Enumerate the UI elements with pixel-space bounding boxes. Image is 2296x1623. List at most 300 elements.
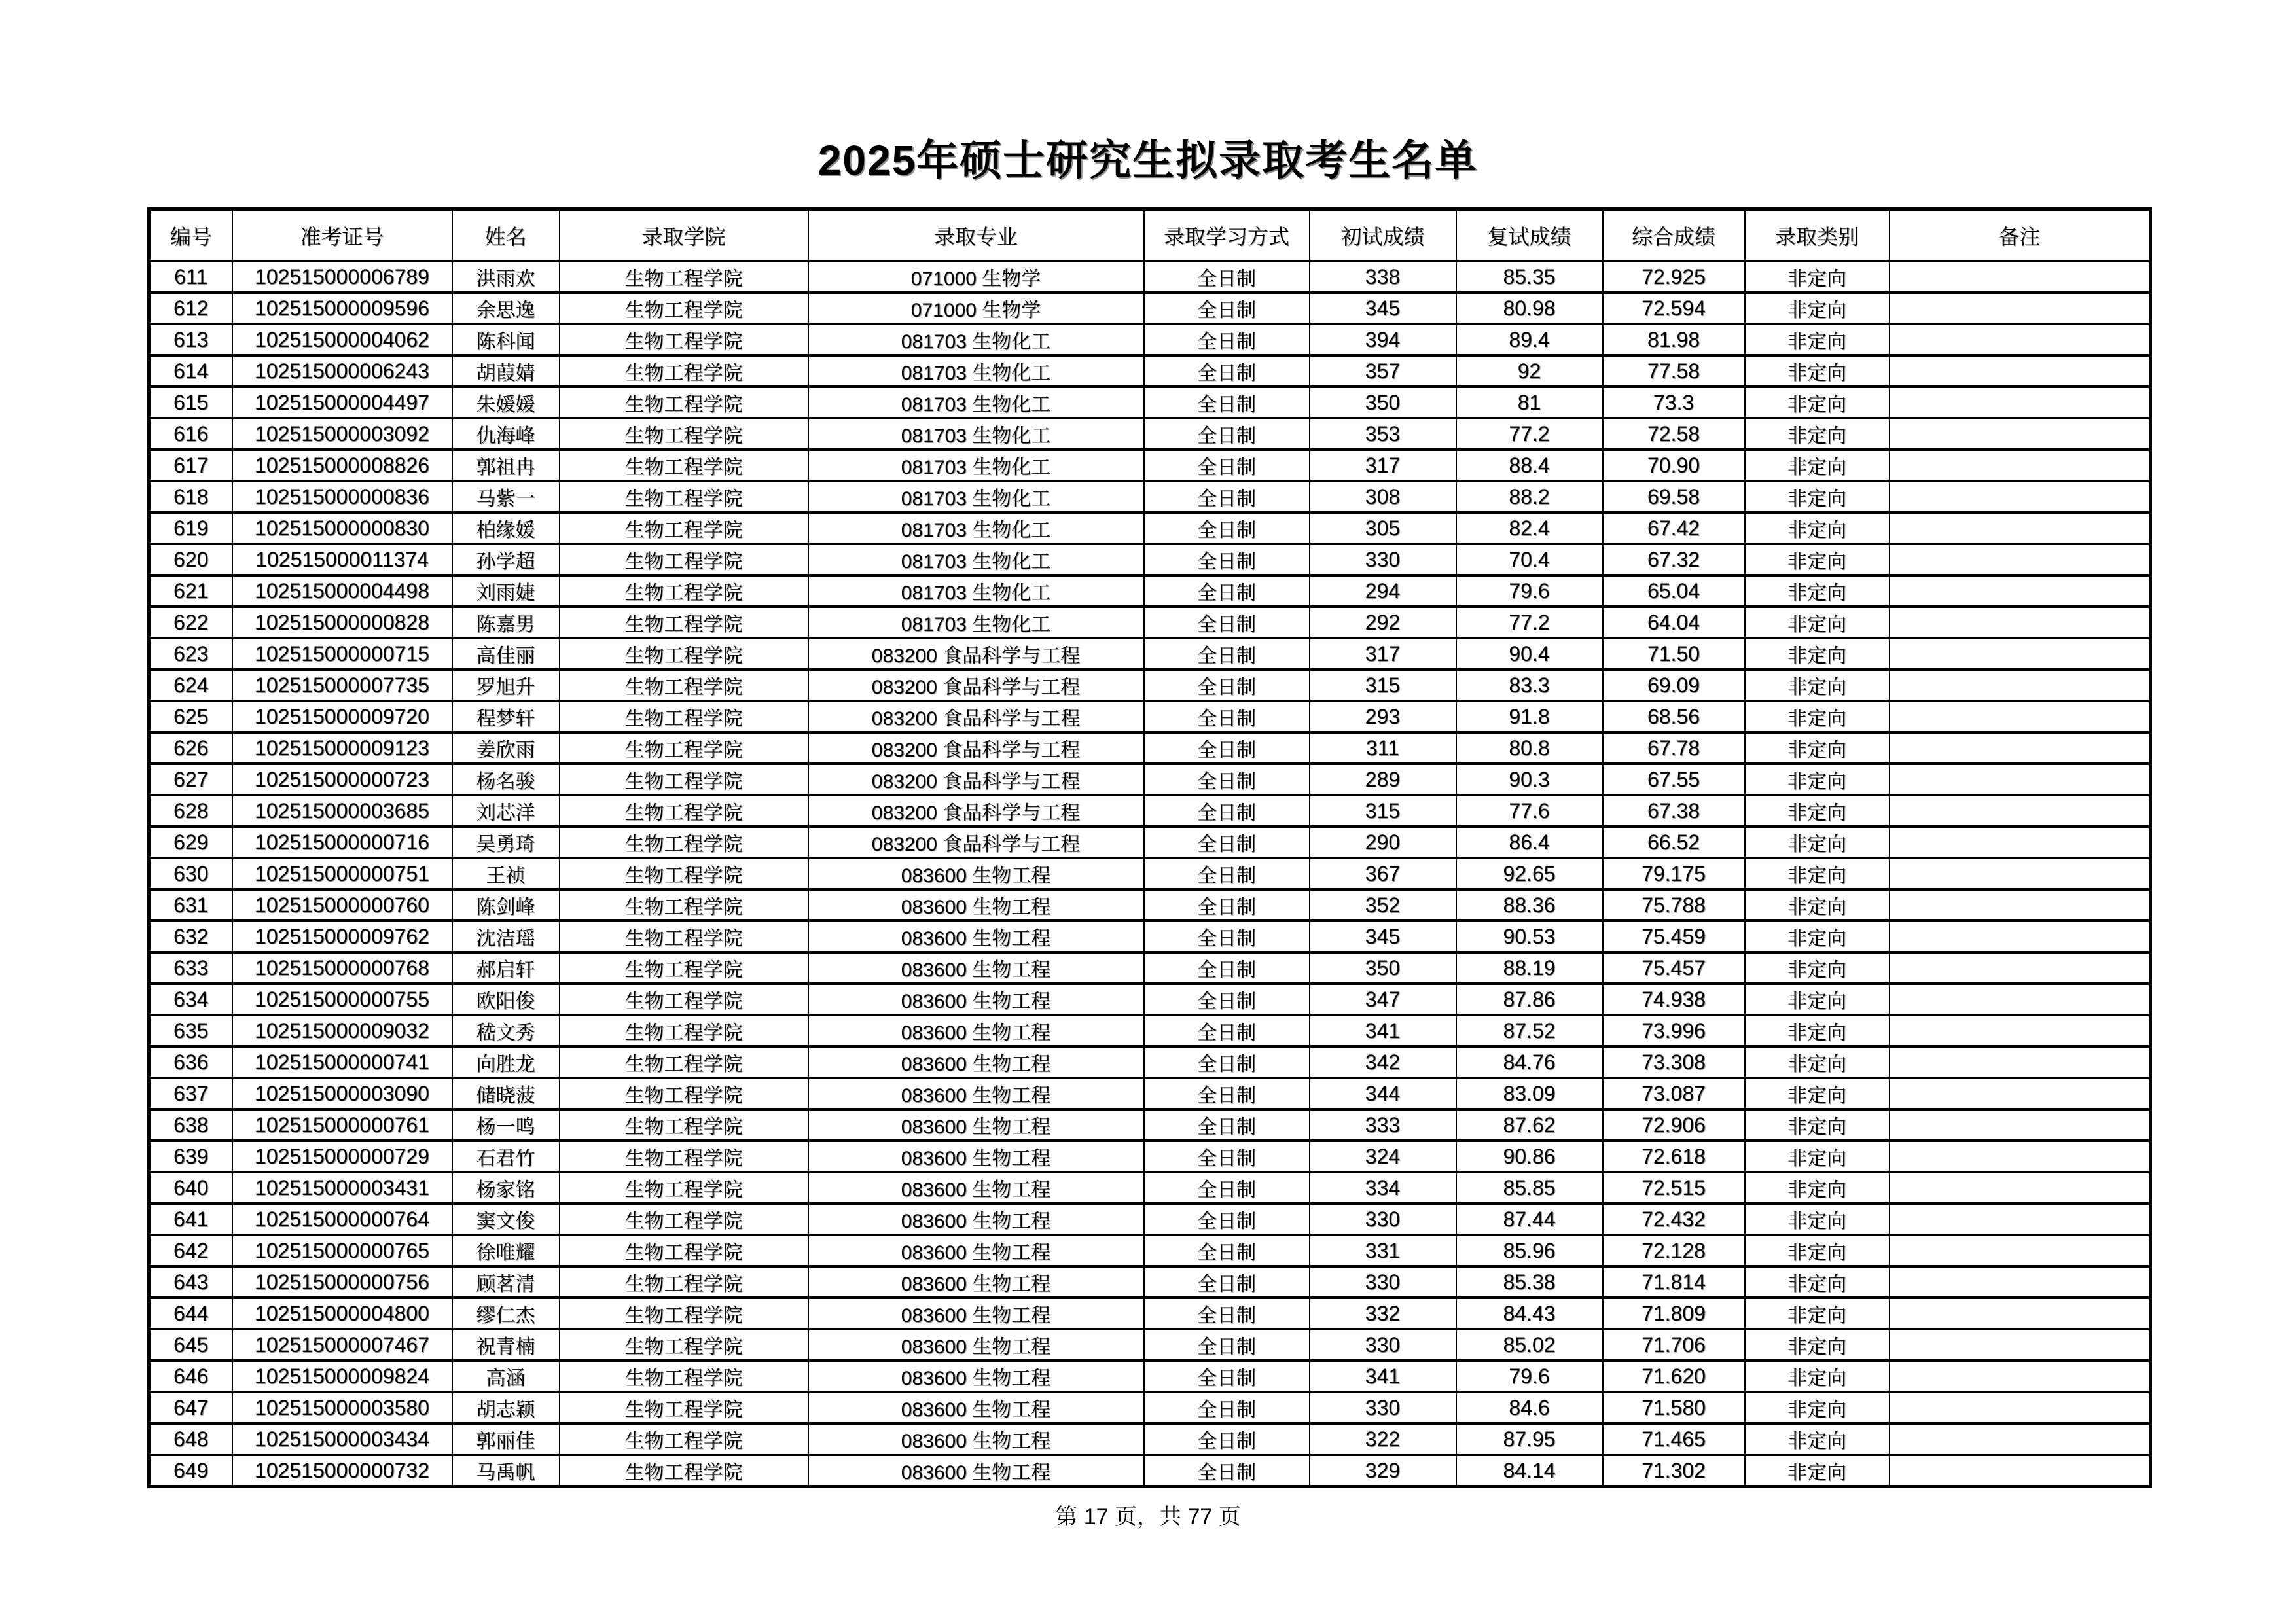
column-header-study-mode: 录取学习方式 xyxy=(1144,209,1310,262)
cell-id: 622 xyxy=(149,607,232,638)
cell-name: 陈剑峰 xyxy=(452,889,560,921)
cell-college: 生物工程学院 xyxy=(560,1109,808,1141)
cell-remark xyxy=(1890,1109,2151,1141)
cell-study-mode: 全日制 xyxy=(1144,889,1310,921)
cell-admission-category: 非定向 xyxy=(1745,1329,1890,1361)
cell-admission-category: 非定向 xyxy=(1745,984,1890,1015)
cell-college: 生物工程学院 xyxy=(560,324,808,355)
cell-college: 生物工程学院 xyxy=(560,889,808,921)
cell-study-mode: 全日制 xyxy=(1144,795,1310,827)
cell-study-mode: 全日制 xyxy=(1144,1266,1310,1298)
cell-admission-ticket-no: 102515000011374 xyxy=(232,544,452,575)
cell-study-mode: 全日制 xyxy=(1144,921,1310,952)
cell-overall-score: 67.32 xyxy=(1603,544,1745,575)
page-title: 2025年硕士研究生拟录取考生名单 xyxy=(817,137,1479,184)
cell-admission-category: 非定向 xyxy=(1745,1455,1890,1487)
cell-retest-score: 92.65 xyxy=(1456,858,1603,889)
cell-study-mode: 全日制 xyxy=(1144,732,1310,764)
cell-major: 083600 生物工程 xyxy=(808,1455,1144,1487)
cell-admission-category: 非定向 xyxy=(1745,387,1890,418)
cell-retest-score: 90.3 xyxy=(1456,764,1603,795)
cell-retest-score: 82.4 xyxy=(1456,512,1603,544)
cell-study-mode: 全日制 xyxy=(1144,1298,1310,1329)
cell-initial-score: 330 xyxy=(1310,1204,1456,1235)
cell-retest-score: 77.2 xyxy=(1456,418,1603,450)
cell-name: 顾茗清 xyxy=(452,1266,560,1298)
cell-overall-score: 75.788 xyxy=(1603,889,1745,921)
cell-overall-score: 73.996 xyxy=(1603,1015,1745,1046)
cell-college: 生物工程学院 xyxy=(560,481,808,512)
cell-initial-score: 345 xyxy=(1310,293,1456,324)
table-row xyxy=(149,795,2151,827)
cell-major: 083600 生物工程 xyxy=(808,921,1144,952)
cell-major: 083200 食品科学与工程 xyxy=(808,827,1144,858)
cell-admission-ticket-no: 102515000000755 xyxy=(232,984,452,1015)
cell-retest-score: 87.44 xyxy=(1456,1204,1603,1235)
cell-college: 生物工程学院 xyxy=(560,544,808,575)
cell-admission-category: 非定向 xyxy=(1745,921,1890,952)
table-row xyxy=(149,1266,2151,1298)
cell-retest-score: 70.4 xyxy=(1456,544,1603,575)
cell-major: 083600 生物工程 xyxy=(808,1109,1144,1141)
cell-initial-score: 330 xyxy=(1310,1392,1456,1423)
admission-roster-table xyxy=(147,207,2152,1488)
table-row xyxy=(149,764,2151,795)
cell-retest-score: 85.35 xyxy=(1456,261,1603,293)
cell-college: 生物工程学院 xyxy=(560,1329,808,1361)
cell-admission-ticket-no: 102515000003431 xyxy=(232,1172,452,1204)
cell-name: 程梦轩 xyxy=(452,701,560,732)
cell-initial-score: 353 xyxy=(1310,418,1456,450)
cell-name: 杨名骏 xyxy=(452,764,560,795)
cell-name: 缪仁杰 xyxy=(452,1298,560,1329)
cell-college: 生物工程学院 xyxy=(560,261,808,293)
cell-retest-score: 84.43 xyxy=(1456,1298,1603,1329)
cell-major: 083600 生物工程 xyxy=(808,1015,1144,1046)
cell-id: 635 xyxy=(149,1015,232,1046)
table-row xyxy=(149,1329,2151,1361)
cell-admission-ticket-no: 102515000000756 xyxy=(232,1266,452,1298)
cell-overall-score: 68.56 xyxy=(1603,701,1745,732)
cell-admission-category: 非定向 xyxy=(1745,889,1890,921)
cell-remark xyxy=(1890,512,2151,544)
cell-overall-score: 72.515 xyxy=(1603,1172,1745,1204)
cell-name: 向胜龙 xyxy=(452,1046,560,1078)
cell-admission-ticket-no: 102515000003090 xyxy=(232,1078,452,1109)
cell-name: 窦文俊 xyxy=(452,1204,560,1235)
cell-college: 生物工程学院 xyxy=(560,1298,808,1329)
table-row xyxy=(149,450,2151,481)
cell-overall-score: 81.98 xyxy=(1603,324,1745,355)
cell-major: 083600 生物工程 xyxy=(808,984,1144,1015)
cell-major: 083600 生物工程 xyxy=(808,858,1144,889)
cell-remark xyxy=(1890,984,2151,1015)
cell-initial-score: 315 xyxy=(1310,669,1456,701)
cell-college: 生物工程学院 xyxy=(560,575,808,607)
cell-remark xyxy=(1890,1455,2151,1487)
cell-id: 643 xyxy=(149,1266,232,1298)
column-header-admission-ticket-no: 准考证号 xyxy=(232,209,452,262)
cell-initial-score: 347 xyxy=(1310,984,1456,1015)
cell-name: 陈嘉男 xyxy=(452,607,560,638)
cell-name: 高涵 xyxy=(452,1361,560,1392)
cell-study-mode: 全日制 xyxy=(1144,324,1310,355)
cell-admission-ticket-no: 102515000000760 xyxy=(232,889,452,921)
cell-college: 生物工程学院 xyxy=(560,1392,808,1423)
cell-id: 618 xyxy=(149,481,232,512)
cell-admission-ticket-no: 102515000004497 xyxy=(232,387,452,418)
cell-admission-category: 非定向 xyxy=(1745,732,1890,764)
cell-overall-score: 75.457 xyxy=(1603,952,1745,984)
cell-remark xyxy=(1890,1423,2151,1455)
cell-id: 629 xyxy=(149,827,232,858)
cell-id: 639 xyxy=(149,1141,232,1172)
cell-id: 621 xyxy=(149,575,232,607)
cell-college: 生物工程学院 xyxy=(560,1361,808,1392)
table-row xyxy=(149,1109,2151,1141)
table-row xyxy=(149,1361,2151,1392)
cell-initial-score: 317 xyxy=(1310,450,1456,481)
table-row xyxy=(149,544,2151,575)
cell-retest-score: 88.36 xyxy=(1456,889,1603,921)
cell-admission-ticket-no: 102515000007735 xyxy=(232,669,452,701)
cell-name: 徐唯耀 xyxy=(452,1235,560,1266)
cell-admission-category: 非定向 xyxy=(1745,1298,1890,1329)
cell-overall-score: 71.580 xyxy=(1603,1392,1745,1423)
table-row xyxy=(149,1423,2151,1455)
cell-admission-ticket-no: 102515000006789 xyxy=(232,261,452,293)
cell-id: 627 xyxy=(149,764,232,795)
cell-id: 634 xyxy=(149,984,232,1015)
cell-overall-score: 72.594 xyxy=(1603,293,1745,324)
table-row xyxy=(149,732,2151,764)
table-row xyxy=(149,1204,2151,1235)
cell-admission-ticket-no: 102515000000830 xyxy=(232,512,452,544)
cell-college: 生物工程学院 xyxy=(560,512,808,544)
cell-admission-category: 非定向 xyxy=(1745,512,1890,544)
cell-study-mode: 全日制 xyxy=(1144,261,1310,293)
cell-college: 生物工程学院 xyxy=(560,607,808,638)
cell-study-mode: 全日制 xyxy=(1144,1204,1310,1235)
cell-id: 646 xyxy=(149,1361,232,1392)
cell-overall-score: 71.50 xyxy=(1603,638,1745,669)
cell-study-mode: 全日制 xyxy=(1144,858,1310,889)
cell-initial-score: 315 xyxy=(1310,795,1456,827)
cell-admission-ticket-no: 102515000003685 xyxy=(232,795,452,827)
cell-overall-score: 71.706 xyxy=(1603,1329,1745,1361)
cell-retest-score: 87.62 xyxy=(1456,1109,1603,1141)
cell-college: 生物工程学院 xyxy=(560,827,808,858)
table-body xyxy=(149,261,2151,1487)
cell-retest-score: 83.3 xyxy=(1456,669,1603,701)
cell-major: 083200 食品科学与工程 xyxy=(808,701,1144,732)
cell-college: 生物工程学院 xyxy=(560,1266,808,1298)
cell-admission-ticket-no: 102515000009032 xyxy=(232,1015,452,1046)
cell-remark xyxy=(1890,921,2151,952)
cell-study-mode: 全日制 xyxy=(1144,544,1310,575)
cell-id: 632 xyxy=(149,921,232,952)
cell-retest-score: 79.6 xyxy=(1456,1361,1603,1392)
cell-college: 生物工程学院 xyxy=(560,450,808,481)
table-row xyxy=(149,952,2151,984)
cell-initial-score: 341 xyxy=(1310,1015,1456,1046)
cell-retest-score: 80.98 xyxy=(1456,293,1603,324)
cell-major: 083600 生物工程 xyxy=(808,1141,1144,1172)
cell-initial-score: 317 xyxy=(1310,638,1456,669)
cell-admission-ticket-no: 102515000000716 xyxy=(232,827,452,858)
cell-name: 郭丽佳 xyxy=(452,1423,560,1455)
cell-study-mode: 全日制 xyxy=(1144,481,1310,512)
cell-remark xyxy=(1890,355,2151,387)
cell-remark xyxy=(1890,1046,2151,1078)
cell-major: 083200 食品科学与工程 xyxy=(808,732,1144,764)
cell-initial-score: 330 xyxy=(1310,1329,1456,1361)
cell-admission-category: 非定向 xyxy=(1745,418,1890,450)
cell-admission-category: 非定向 xyxy=(1745,1172,1890,1204)
table-row xyxy=(149,293,2151,324)
cell-overall-score: 72.925 xyxy=(1603,261,1745,293)
cell-study-mode: 全日制 xyxy=(1144,1392,1310,1423)
table-row xyxy=(149,512,2151,544)
table-row xyxy=(149,889,2151,921)
cell-admission-category: 非定向 xyxy=(1745,1235,1890,1266)
column-header-retest-score: 复试成绩 xyxy=(1456,209,1603,262)
cell-admission-ticket-no: 102515000009720 xyxy=(232,701,452,732)
cell-study-mode: 全日制 xyxy=(1144,1046,1310,1078)
cell-overall-score: 72.58 xyxy=(1603,418,1745,450)
cell-retest-score: 91.8 xyxy=(1456,701,1603,732)
cell-name: 祝青楠 xyxy=(452,1329,560,1361)
cell-admission-category: 非定向 xyxy=(1745,858,1890,889)
cell-admission-category: 非定向 xyxy=(1745,1046,1890,1078)
table-row xyxy=(149,921,2151,952)
cell-remark xyxy=(1890,1392,2151,1423)
cell-retest-score: 85.96 xyxy=(1456,1235,1603,1266)
cell-remark xyxy=(1890,544,2151,575)
cell-major: 071000 生物学 xyxy=(808,261,1144,293)
cell-major: 081703 生物化工 xyxy=(808,544,1144,575)
cell-remark xyxy=(1890,1298,2151,1329)
column-header-major: 录取专业 xyxy=(808,209,1144,262)
cell-admission-category: 非定向 xyxy=(1745,1361,1890,1392)
cell-initial-score: 311 xyxy=(1310,732,1456,764)
cell-name: 余思逸 xyxy=(452,293,560,324)
cell-college: 生物工程学院 xyxy=(560,355,808,387)
cell-college: 生物工程学院 xyxy=(560,701,808,732)
cell-admission-category: 非定向 xyxy=(1745,1141,1890,1172)
cell-major: 083200 食品科学与工程 xyxy=(808,795,1144,827)
cell-study-mode: 全日制 xyxy=(1144,575,1310,607)
cell-admission-ticket-no: 102515000000741 xyxy=(232,1046,452,1078)
cell-retest-score: 92 xyxy=(1456,355,1603,387)
cell-overall-score: 64.04 xyxy=(1603,607,1745,638)
cell-remark xyxy=(1890,732,2151,764)
cell-name: 胡志颖 xyxy=(452,1392,560,1423)
cell-retest-score: 86.4 xyxy=(1456,827,1603,858)
cell-admission-category: 非定向 xyxy=(1745,481,1890,512)
cell-retest-score: 90.53 xyxy=(1456,921,1603,952)
cell-remark xyxy=(1890,1266,2151,1298)
cell-admission-ticket-no: 102515000000836 xyxy=(232,481,452,512)
cell-college: 生物工程学院 xyxy=(560,1015,808,1046)
table-row xyxy=(149,1298,2151,1329)
cell-overall-score: 69.58 xyxy=(1603,481,1745,512)
cell-retest-score: 85.02 xyxy=(1456,1329,1603,1361)
cell-retest-score: 80.8 xyxy=(1456,732,1603,764)
cell-admission-category: 非定向 xyxy=(1745,795,1890,827)
cell-id: 624 xyxy=(149,669,232,701)
cell-name: 王祯 xyxy=(452,858,560,889)
cell-admission-ticket-no: 102515000000729 xyxy=(232,1141,452,1172)
cell-retest-score: 88.2 xyxy=(1456,481,1603,512)
cell-overall-score: 79.175 xyxy=(1603,858,1745,889)
cell-study-mode: 全日制 xyxy=(1144,1078,1310,1109)
cell-college: 生物工程学院 xyxy=(560,795,808,827)
cell-retest-score: 88.4 xyxy=(1456,450,1603,481)
cell-overall-score: 72.906 xyxy=(1603,1109,1745,1141)
cell-name: 姜欣雨 xyxy=(452,732,560,764)
column-header-initial-score: 初试成绩 xyxy=(1310,209,1456,262)
cell-remark xyxy=(1890,1329,2151,1361)
cell-retest-score: 79.6 xyxy=(1456,575,1603,607)
cell-college: 生物工程学院 xyxy=(560,984,808,1015)
cell-overall-score: 71.465 xyxy=(1603,1423,1745,1455)
cell-major: 081703 生物化工 xyxy=(808,418,1144,450)
cell-id: 617 xyxy=(149,450,232,481)
table-row xyxy=(149,261,2151,293)
cell-admission-category: 非定向 xyxy=(1745,1266,1890,1298)
cell-college: 生物工程学院 xyxy=(560,858,808,889)
table-row xyxy=(149,638,2151,669)
cell-id: 637 xyxy=(149,1078,232,1109)
cell-remark xyxy=(1890,827,2151,858)
cell-remark xyxy=(1890,1172,2151,1204)
cell-initial-score: 367 xyxy=(1310,858,1456,889)
cell-name: 沈洁瑶 xyxy=(452,921,560,952)
cell-study-mode: 全日制 xyxy=(1144,1015,1310,1046)
cell-remark xyxy=(1890,858,2151,889)
cell-admission-ticket-no: 102515000009762 xyxy=(232,921,452,952)
cell-admission-ticket-no: 102515000007467 xyxy=(232,1329,452,1361)
cell-major: 081703 生物化工 xyxy=(808,450,1144,481)
cell-admission-ticket-no: 102515000009596 xyxy=(232,293,452,324)
cell-initial-score: 293 xyxy=(1310,701,1456,732)
cell-name: 陈科闻 xyxy=(452,324,560,355)
cell-major: 083600 生物工程 xyxy=(808,1266,1144,1298)
cell-id: 640 xyxy=(149,1172,232,1204)
cell-admission-ticket-no: 102515000004800 xyxy=(232,1298,452,1329)
cell-admission-ticket-no: 102515000009123 xyxy=(232,732,452,764)
cell-major: 083200 食品科学与工程 xyxy=(808,669,1144,701)
cell-major: 083600 生物工程 xyxy=(808,1329,1144,1361)
cell-remark xyxy=(1890,607,2151,638)
cell-overall-score: 71.620 xyxy=(1603,1361,1745,1392)
cell-admission-ticket-no: 102515000004062 xyxy=(232,324,452,355)
cell-overall-score: 72.618 xyxy=(1603,1141,1745,1172)
cell-study-mode: 全日制 xyxy=(1144,984,1310,1015)
cell-major: 083600 生物工程 xyxy=(808,1298,1144,1329)
cell-admission-ticket-no: 102515000003580 xyxy=(232,1392,452,1423)
cell-retest-score: 81 xyxy=(1456,387,1603,418)
header-row xyxy=(149,209,2151,262)
cell-major: 083600 生物工程 xyxy=(808,1046,1144,1078)
cell-overall-score: 73.3 xyxy=(1603,387,1745,418)
cell-study-mode: 全日制 xyxy=(1144,1109,1310,1141)
cell-remark xyxy=(1890,638,2151,669)
cell-initial-score: 331 xyxy=(1310,1235,1456,1266)
cell-remark xyxy=(1890,575,2151,607)
cell-college: 生物工程学院 xyxy=(560,1423,808,1455)
cell-id: 641 xyxy=(149,1204,232,1235)
cell-admission-category: 非定向 xyxy=(1745,1204,1890,1235)
cell-remark xyxy=(1890,1361,2151,1392)
cell-retest-score: 84.6 xyxy=(1456,1392,1603,1423)
cell-retest-score: 87.95 xyxy=(1456,1423,1603,1455)
cell-overall-score: 74.938 xyxy=(1603,984,1745,1015)
cell-name: 胡葭婧 xyxy=(452,355,560,387)
table-row xyxy=(149,1235,2151,1266)
cell-overall-score: 73.087 xyxy=(1603,1078,1745,1109)
table-row xyxy=(149,1015,2151,1046)
cell-name: 郭祖冉 xyxy=(452,450,560,481)
cell-retest-score: 87.86 xyxy=(1456,984,1603,1015)
table-row xyxy=(149,827,2151,858)
cell-college: 生物工程学院 xyxy=(560,387,808,418)
cell-id: 649 xyxy=(149,1455,232,1487)
cell-name: 马禹帆 xyxy=(452,1455,560,1487)
cell-admission-ticket-no: 102515000000761 xyxy=(232,1109,452,1141)
page-number-footer: 第 17 页，共 77 页 xyxy=(1055,1505,1241,1529)
cell-id: 633 xyxy=(149,952,232,984)
cell-admission-category: 非定向 xyxy=(1745,355,1890,387)
cell-overall-score: 66.52 xyxy=(1603,827,1745,858)
cell-admission-category: 非定向 xyxy=(1745,1109,1890,1141)
cell-college: 生物工程学院 xyxy=(560,1455,808,1487)
table-row xyxy=(149,669,2151,701)
cell-retest-score: 77.6 xyxy=(1456,795,1603,827)
cell-overall-score: 67.78 xyxy=(1603,732,1745,764)
cell-name: 刘芯洋 xyxy=(452,795,560,827)
cell-admission-category: 非定向 xyxy=(1745,764,1890,795)
column-header-overall-score: 综合成绩 xyxy=(1603,209,1745,262)
cell-study-mode: 全日制 xyxy=(1144,1455,1310,1487)
cell-college: 生物工程学院 xyxy=(560,921,808,952)
cell-college: 生物工程学院 xyxy=(560,1141,808,1172)
cell-study-mode: 全日制 xyxy=(1144,1235,1310,1266)
cell-major: 083600 生物工程 xyxy=(808,1423,1144,1455)
cell-initial-score: 334 xyxy=(1310,1172,1456,1204)
cell-retest-score: 77.2 xyxy=(1456,607,1603,638)
column-header-id: 编号 xyxy=(149,209,232,262)
cell-initial-score: 305 xyxy=(1310,512,1456,544)
cell-admission-ticket-no: 102515000000723 xyxy=(232,764,452,795)
cell-initial-score: 394 xyxy=(1310,324,1456,355)
cell-name: 罗旭升 xyxy=(452,669,560,701)
cell-admission-ticket-no: 102515000000732 xyxy=(232,1455,452,1487)
cell-id: 616 xyxy=(149,418,232,450)
cell-major: 081703 生物化工 xyxy=(808,512,1144,544)
cell-remark xyxy=(1890,324,2151,355)
cell-major: 083600 生物工程 xyxy=(808,1361,1144,1392)
cell-study-mode: 全日制 xyxy=(1144,827,1310,858)
cell-study-mode: 全日制 xyxy=(1144,1361,1310,1392)
cell-major: 083600 生物工程 xyxy=(808,1392,1144,1423)
cell-initial-score: 350 xyxy=(1310,387,1456,418)
cell-admission-category: 非定向 xyxy=(1745,261,1890,293)
cell-major: 083600 生物工程 xyxy=(808,1078,1144,1109)
cell-admission-ticket-no: 102515000000764 xyxy=(232,1204,452,1235)
cell-major: 081703 生物化工 xyxy=(808,387,1144,418)
